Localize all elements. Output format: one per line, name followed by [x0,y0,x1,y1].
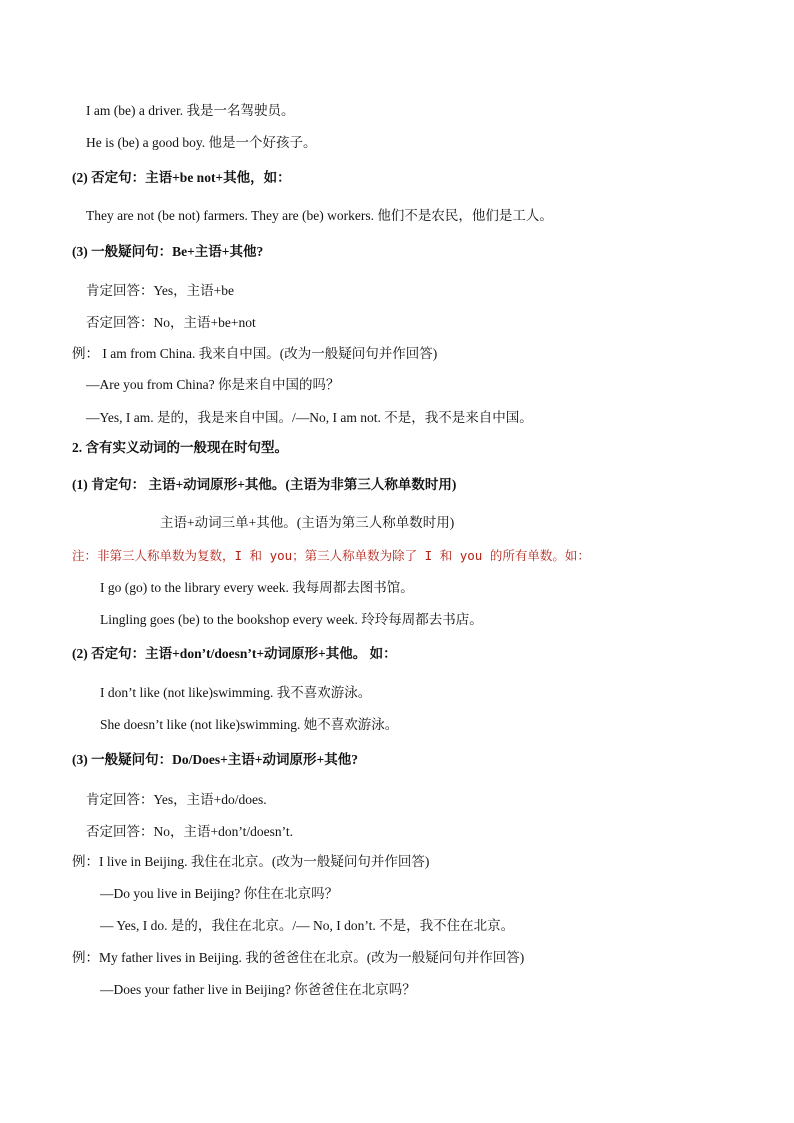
heading-question-verb: (3) 一般疑问句：Do/Does+主语+动词原形+其他? [72,752,358,767]
example-she-doesnt-like: She doesn’t like (not like)swimming. 她不喜欢游泳。 [100,717,399,732]
negative-answer-verb: 否定回答：No，主语+don’t/doesn’t. [86,824,293,839]
example-beijing-question: —Do you live in Beijing? 你住在北京吗？ [100,886,339,901]
heading-negative-verb: (2) 否定句：主语+don’t/doesn’t+动词原形+其他。 如： [72,646,397,661]
example-library: I go (go) to the library every week. 我每周都去图书馆。 [100,580,414,595]
example-father-intro: 例：My father lives in Beijing. 我的爸爸住在北京。(改为一般疑问句并作回答) [72,950,525,965]
example-bookshop: Lingling goes (be) to the bookshop every week. 玲玲每周都去书店。 [100,612,483,627]
heading-question-be: (3) 一般疑问句：Be+主语+其他? [72,244,264,259]
example-china-answers: —Yes, I am. 是的，我是来自中国。/—No, I am not. 不是，我不是来自中国。 [86,410,533,425]
note-third-person: 注：非第三人称单数为复数，I 和 you；第三人称单数为除了 I 和 you 的所有单数。如： [72,548,590,563]
example-good-boy: He is (be) a good boy. 他是一个好孩子。 [86,135,317,150]
example-farmers: They are not (be not) farmers. They are (be) workers. 他们不是农民，他们是工人。 [86,208,553,223]
heading-affirmative-verb: (1) 肯定句： 主语+动词原形+其他。(主语为非第三人称单数时用) [72,477,457,492]
affirmative-answer-be: 肯定回答：Yes，主语+be [86,283,234,298]
example-beijing-intro: 例：I live in Beijing. 我住在北京。(改为一般疑问句并作回答) [72,854,430,869]
example-driver: I am (be) a driver. 我是一名驾驶员。 [86,103,295,118]
example-china-intro: 例： I am from China. 我来自中国。(改为一般疑问句并作回答) [72,346,438,361]
example-china-question: —Are you from China? 你是来自中国的吗？ [86,377,340,392]
example-i-dont-like: I don’t like (not like)swimming. 我不喜欢游泳。 [100,685,372,700]
example-father-question: —Does your father live in Beijing? 你爸爸住在北京吗？ [100,982,416,997]
example-beijing-answers: — Yes, I do. 是的，我住在北京。/— No, I don’t. 不是，我不住在北京。 [100,918,515,933]
affirmative-third-person-rule: 主语+动词三单+其他。(主语为第三人称单数时用) [160,515,455,530]
affirmative-answer-verb: 肯定回答：Yes，主语+do/does. [86,792,267,807]
negative-answer-be: 否定回答：No，主语+be+not [86,315,256,330]
section-title-present-simple: 2. 含有实义动词的一般现在时句型。 [72,440,288,455]
heading-negative-be: (2) 否定句：主语+be not+其他，如： [72,170,291,185]
